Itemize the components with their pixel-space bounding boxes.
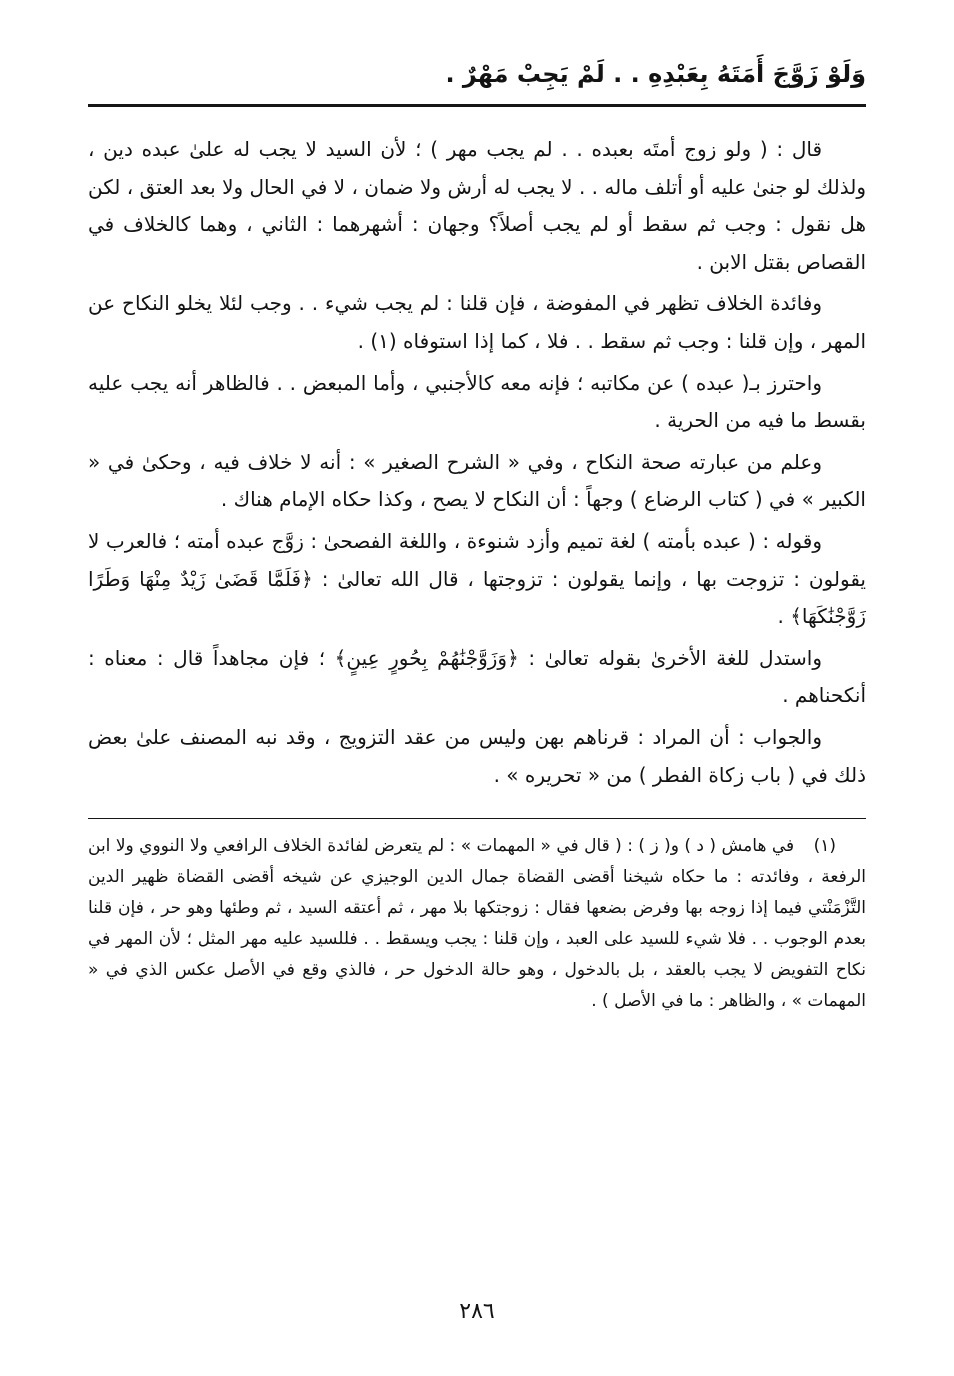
paragraph: واحترز بـ( عبده ) عن مكاتبه ؛ فإنه معه كالأجنبي ، وأما المبعض . . فالظاهر أنه يجب عليه بقسط ما فيه من الحرية . [88,370,866,433]
page-number: ٢٨٦ [459,1299,495,1324]
paragraph: والجواب : أن المراد : قرناهم بهن وليس من عقد التزويج ، وقد نبه المصنف علىٰ بعض ذلك في ( باب زكاة الفطر ) من « تحريره » . [88,724,866,787]
paragraph: وفائدة الخلاف تظهر في المفوضة ، فإن قلنا : لم يجب شيء . . وجب لئلا يخلو النكاح عن المهر ، وإن قلنا : وجب ثم سقط . . فلا ، كما إذا استوفاه (١) . [88,291,866,353]
heading-rule [88,104,866,107]
paragraph: واستدل للغة الأخرىٰ بقوله تعالىٰ : ﴿وَزَوَّجْنَٰهُمْ بِحُورٍ عِينٍ﴾ ؛ فإن مجاهداً قال : معناه : أنكحناهم . [88,645,866,708]
footnote-marker: (١) [813,836,837,857]
footnote-section [88,831,866,1017]
footnote-text: في هامش ( د ) و( ز ) : ( قال في « المهمات » : لم يتعرض لفائدة الخلاف الرافعي ولا النووي ولا ابن الرفعة ، وفائدته : ما حكاه شيخنا أقضى القضاة جمال الدين الوجيزي عن شيخه أقضى القضاة ظهير الدين التَّزْمَنْتي فيما إذا زوجه بها وفرض بضعها فقال : زوجتكها بلا مهر ، ثم أعتقه السيد ، ثم وطئها وهو حر ، فإن قلنا بعدم الوجوب . . فلا شيء للسيد على العبد ، وإن قلنا : يجب ويسقط . . فللسيد عليه مهر المثل ؛ لأن المهر في نكاح التفويض لا يجب بالعقد ، بل بالدخول ، وهو حالة الدخول حر ، فالذي وقع في الأصل عكس الذي في « المهمات » ، والظاهر : ما في الأصل ) . [88,836,866,1011]
paragraph: وعلم من عبارته صحة النكاح ، وفي « الشرح الصغير » : أنه لا خلاف فيه ، وحكىٰ في « الكبير » في ( كتاب الرضاع ) وجهاً : أن النكاح لا يصح ، وكذا حكاه الإمام هناك . [88,449,866,512]
paragraph: قال : ( ولو زوج أمتَه بعبده . . لم يجب مهر ) ؛ لأن السيد لا يجب له علىٰ عبده دين ، ولذلك لو جنىٰ عليه أو أتلف ماله . . لا يجب له أرش ولا ضمان ، لا في الحال ولا بعد العتق ، لكن هل نقول : وجب ثم سقط أو لم يجب أصلاً؟ وجهان : أشهرهما : الثاني ، وهما كالخلاف في القصاص بقتل الابن . [88,137,866,274]
footnote-separator [88,818,866,819]
body-text [88,131,866,794]
footnote [88,831,866,1017]
chapter-heading: وَلَوْ زَوَّجَ أَمَتَهُ بِعَبْدِهِ . . لَمْ يَجِبْ مَهْرٌ . [445,60,866,88]
paragraph: وقوله : ( عبده بأمته ) لغة تميم وأزد شنوءة ، واللغة الفصحىٰ : زوَّج عبده أمته ؛ فالعرب لا يقولون : تزوجت بها ، وإنما يقولون : تزوجتها ، قال الله تعالىٰ : ﴿فَلَمَّا قَضَىٰ زَيْدٌ مِنْهَا وَطَرًا زَوَّجْنَٰكَهَا﴾ . [88,528,866,629]
